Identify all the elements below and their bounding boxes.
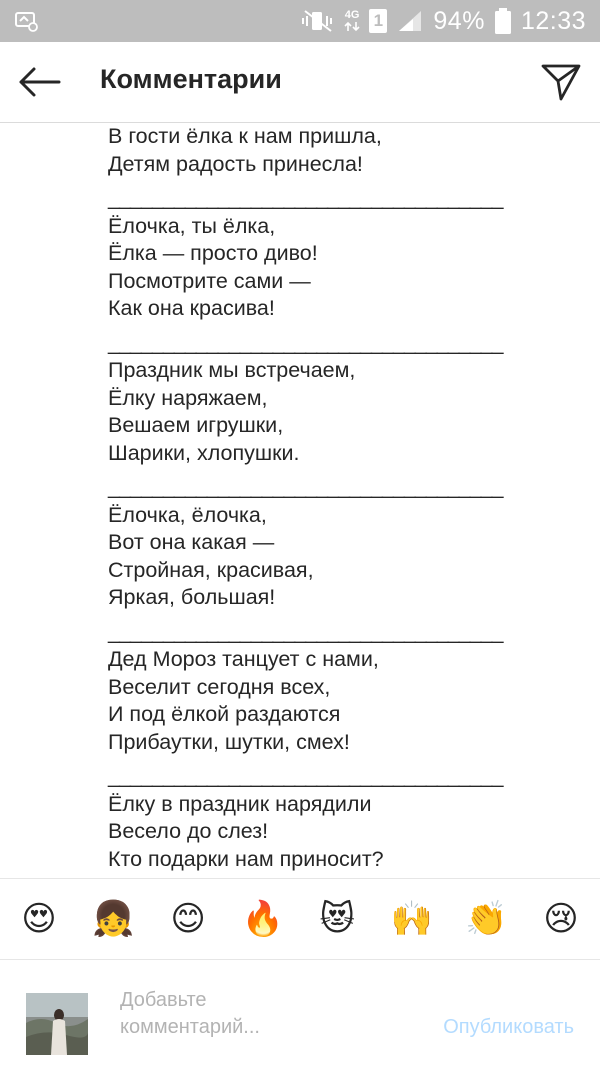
stanza-divider: ____________________________________ — [108, 475, 503, 499]
crying-face-icon: 😢 — [543, 900, 579, 938]
emoji-blush-smile-button[interactable] — [167, 898, 209, 940]
stanza-divider: ____________________________________ — [108, 330, 503, 355]
publish-button[interactable]: Опубликовать — [443, 1016, 574, 1038]
emoji-person-raising-hands-button[interactable] — [391, 898, 433, 940]
emoji-fire-button[interactable] — [242, 898, 284, 940]
person-raising-hands-icon: 🙌 — [390, 900, 433, 938]
stanza-gap — [108, 178, 548, 185]
battery-icon — [495, 8, 511, 34]
direct-share-button[interactable] — [536, 58, 586, 106]
vibrate-mute-icon — [301, 8, 335, 34]
comment-input[interactable]: Добавьте комментарий... — [120, 989, 260, 1038]
poem-line: Шарики, хлопушки. — [108, 440, 300, 465]
emoji-girl-face-button[interactable] — [93, 898, 135, 940]
heart-eyes-icon: 😍 — [21, 900, 57, 938]
paper-plane-icon — [540, 62, 582, 102]
poem-line: Ёлку наряжаем, — [108, 385, 268, 410]
emoji-heart-eyes-cat-button[interactable] — [316, 898, 358, 940]
heart-eyes-cat-icon: 😻 — [319, 900, 355, 938]
comment-composer — [0, 961, 600, 1065]
stanza-divider: ____________________________________ — [108, 186, 503, 210]
stanza-divider: ____________________________________ — [108, 619, 503, 644]
blush-smile-icon: 😊 — [170, 900, 206, 938]
poem-line: Праздник мы встречаем, — [108, 358, 356, 382]
poem-line: Детям радость принесла! — [108, 151, 363, 176]
emoji-crying-face-button[interactable] — [540, 898, 582, 940]
poem-line: Ёлочка, ты ёлка, — [108, 213, 276, 238]
clock-time: 12:33 — [520, 6, 586, 35]
avatar — [26, 993, 88, 1055]
stanza-divider: ____________________________________ — [108, 764, 503, 788]
girl-face-icon: 👧 — [92, 900, 135, 938]
status-bar — [0, 0, 600, 42]
poem-line: Кто подарки нам приносит? — [108, 846, 384, 871]
poem-line: Яркая, большая! — [108, 585, 276, 609]
emoji-reaction-bar — [0, 878, 600, 960]
poem-line: Ёлку в праздник нарядили — [108, 791, 372, 816]
poem-line: Посмотрите сами — — [108, 268, 311, 293]
page-title: Комментарии — [100, 64, 282, 94]
poem-line: И под ёлкой раздаются — [108, 702, 341, 726]
poem-line: В гости ёлка к нам пришла, — [108, 124, 382, 148]
screen-mirror-icon — [14, 9, 38, 38]
signal-strength-icon — [397, 9, 423, 33]
network-type-indicator — [345, 10, 360, 32]
poem-line: Как она красива! — [108, 296, 275, 320]
sim-slot-badge — [369, 9, 387, 33]
poem-line: Ёлочка, ёлочка, — [108, 502, 267, 527]
poem-line: Стройная, красивая, — [108, 557, 314, 582]
back-button[interactable] — [14, 60, 64, 104]
poem-line: Дед Мороз танцует с нами, — [108, 647, 379, 671]
back-arrow-icon — [17, 66, 61, 98]
stanza-gap — [108, 467, 548, 474]
network-type-label: 4G — [344, 9, 360, 21]
clapping-hands-icon: 👏 — [465, 900, 508, 938]
fire-icon: 🔥 — [241, 900, 284, 938]
stanza-gap — [108, 612, 548, 619]
stanza-gap — [108, 323, 548, 330]
battery-percent: 94% — [433, 6, 485, 35]
poem-line: Весело до слез! — [108, 819, 269, 843]
emoji-clapping-hands-button[interactable] — [465, 898, 507, 940]
comment-text — [108, 123, 548, 875]
sim-slot-label: 1 — [373, 11, 384, 30]
poem-line: Ёлка — просто диво! — [108, 241, 318, 265]
poem-line: Веселит сегодня всех, — [108, 674, 331, 699]
app-header — [0, 42, 600, 123]
poem-line: Вот она какая — — [108, 530, 275, 554]
poem-line: Вешаем игрушки, — [108, 413, 284, 437]
stanza-gap — [108, 756, 548, 763]
poem-line: Прибаутки, шутки, смех! — [108, 729, 350, 754]
emoji-heart-eyes-button[interactable] — [18, 898, 60, 940]
